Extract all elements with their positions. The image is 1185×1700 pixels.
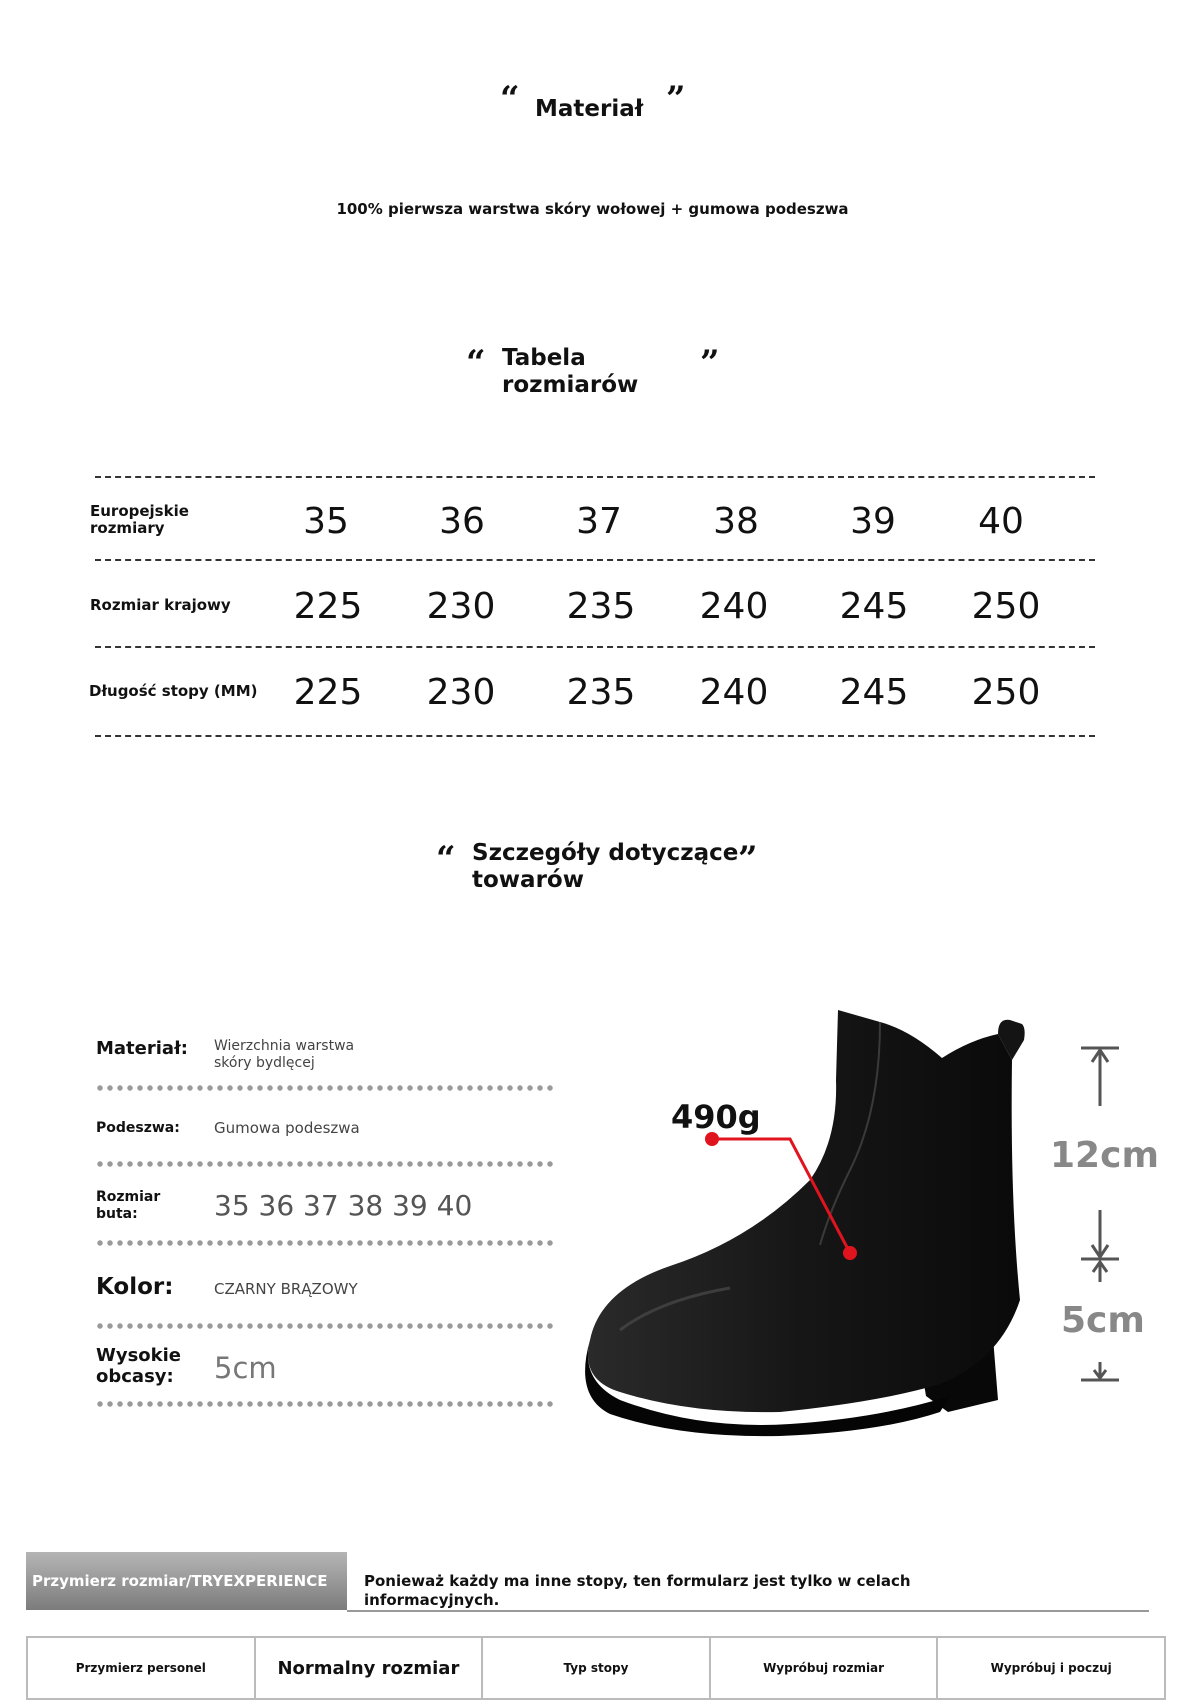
table-divider	[95, 559, 1095, 561]
detail-value-material	[214, 1038, 354, 1072]
table-cell: 240	[699, 672, 769, 713]
dotted-divider	[95, 1160, 555, 1168]
open-quote-icon: “	[500, 79, 520, 119]
detail-label-line: obcasy:	[96, 1366, 174, 1387]
close-quote-icon: ”	[700, 343, 720, 383]
table-cell: 230	[426, 672, 496, 713]
table-cell: 36	[439, 501, 485, 542]
try-on-badge: Przymierz rozmiar/TRYEXPERIENCE	[26, 1552, 347, 1610]
dotted-divider	[95, 1400, 555, 1408]
details-title-line2: towarów	[472, 867, 584, 893]
row-label-domestic-size: Rozmiar krajowy	[90, 596, 231, 614]
details-title-line1: Szczegóły dotyczące	[472, 840, 739, 866]
detail-label-material: Materiał:	[96, 1038, 188, 1059]
table-divider	[95, 476, 1095, 478]
detail-value-color: CZARNY BRĄZOWY	[214, 1280, 358, 1298]
column-header: Wypróbuj i poczuj	[990, 1661, 1112, 1675]
detail-value-heel: 5cm	[214, 1351, 277, 1385]
dotted-divider	[95, 1322, 555, 1330]
column-header: Przymierz personel	[28, 1638, 256, 1698]
detail-label-line: Rozmiar	[96, 1189, 161, 1205]
try-on-underline	[347, 1610, 1149, 1612]
table-cell: 225	[293, 672, 363, 713]
table-divider	[95, 735, 1095, 737]
column-header: Normalny rozmiar	[256, 1638, 484, 1698]
row-label-foot-length: Długość stopy (MM)	[89, 682, 258, 700]
table-cell: 235	[566, 672, 636, 713]
detail-label-heel	[96, 1345, 181, 1387]
open-quote-icon: “	[436, 839, 456, 879]
detail-label-line: Wysokie	[96, 1345, 182, 1366]
column-header: Wypróbuj rozmiar	[711, 1638, 939, 1698]
detail-label-shoe-size	[96, 1189, 160, 1223]
try-on-note: Ponieważ każdy ma inne stopy, ten formularz jest tylko w celach informacyjnych.	[364, 1572, 911, 1609]
table-cell: 245	[839, 672, 909, 713]
heel-height-label: 5cm	[1061, 1300, 1145, 1341]
material-title: Materiał	[535, 96, 644, 122]
table-cell: 39	[850, 501, 896, 542]
weight-label: 490g	[671, 1098, 761, 1136]
row-label-line: Europejskie	[90, 502, 189, 520]
detail-label-color: Kolor:	[96, 1274, 174, 1300]
dotted-divider	[95, 1239, 555, 1247]
table-cell: 35	[303, 501, 349, 542]
size-table-title-line2: rozmiarów	[502, 372, 639, 398]
row-label-line: rozmiary	[90, 519, 165, 537]
table-cell: 37	[576, 501, 622, 542]
open-quote-icon: “	[466, 343, 486, 383]
details-title	[472, 840, 738, 894]
dotted-divider	[95, 1084, 555, 1092]
row-label-eu-sizes	[90, 503, 189, 537]
size-table-title-line1: Tabela	[502, 345, 586, 371]
table-cell: 235	[566, 586, 636, 627]
shaft-height-label: 12cm	[1050, 1135, 1159, 1176]
detail-label-sole: Podeszwa:	[96, 1120, 180, 1136]
column-header: Typ stopy	[483, 1638, 711, 1698]
weight-marker-dot	[843, 1246, 857, 1260]
detail-value-line: Wierzchnia warstwa	[214, 1038, 355, 1054]
table-cell: 250	[971, 586, 1041, 627]
table-cell: 38	[713, 501, 759, 542]
detail-value-line: skóry bydlęcej	[214, 1055, 315, 1071]
table-cell: 40	[978, 501, 1024, 542]
size-table-title	[502, 345, 638, 399]
table-cell: 245	[839, 586, 909, 627]
close-quote-icon: ”	[666, 79, 686, 119]
table-divider	[95, 646, 1095, 648]
table-cell: 230	[426, 586, 496, 627]
detail-value-shoe-size: 35 36 37 38 39 40	[214, 1189, 473, 1222]
material-description: 100% pierwsza warstwa skóry wołowej + gumowa podeszwa	[336, 200, 849, 218]
close-quote-icon: ”	[738, 839, 758, 879]
detail-value-sole: Gumowa podeszwa	[214, 1119, 360, 1137]
table-cell: 250	[971, 672, 1041, 713]
table-cell: 240	[699, 586, 769, 627]
detail-label-line: buta:	[96, 1206, 138, 1222]
try-on-table-header	[26, 1636, 1166, 1700]
table-cell: 225	[293, 586, 363, 627]
ankle-boot-image	[580, 1000, 1050, 1440]
